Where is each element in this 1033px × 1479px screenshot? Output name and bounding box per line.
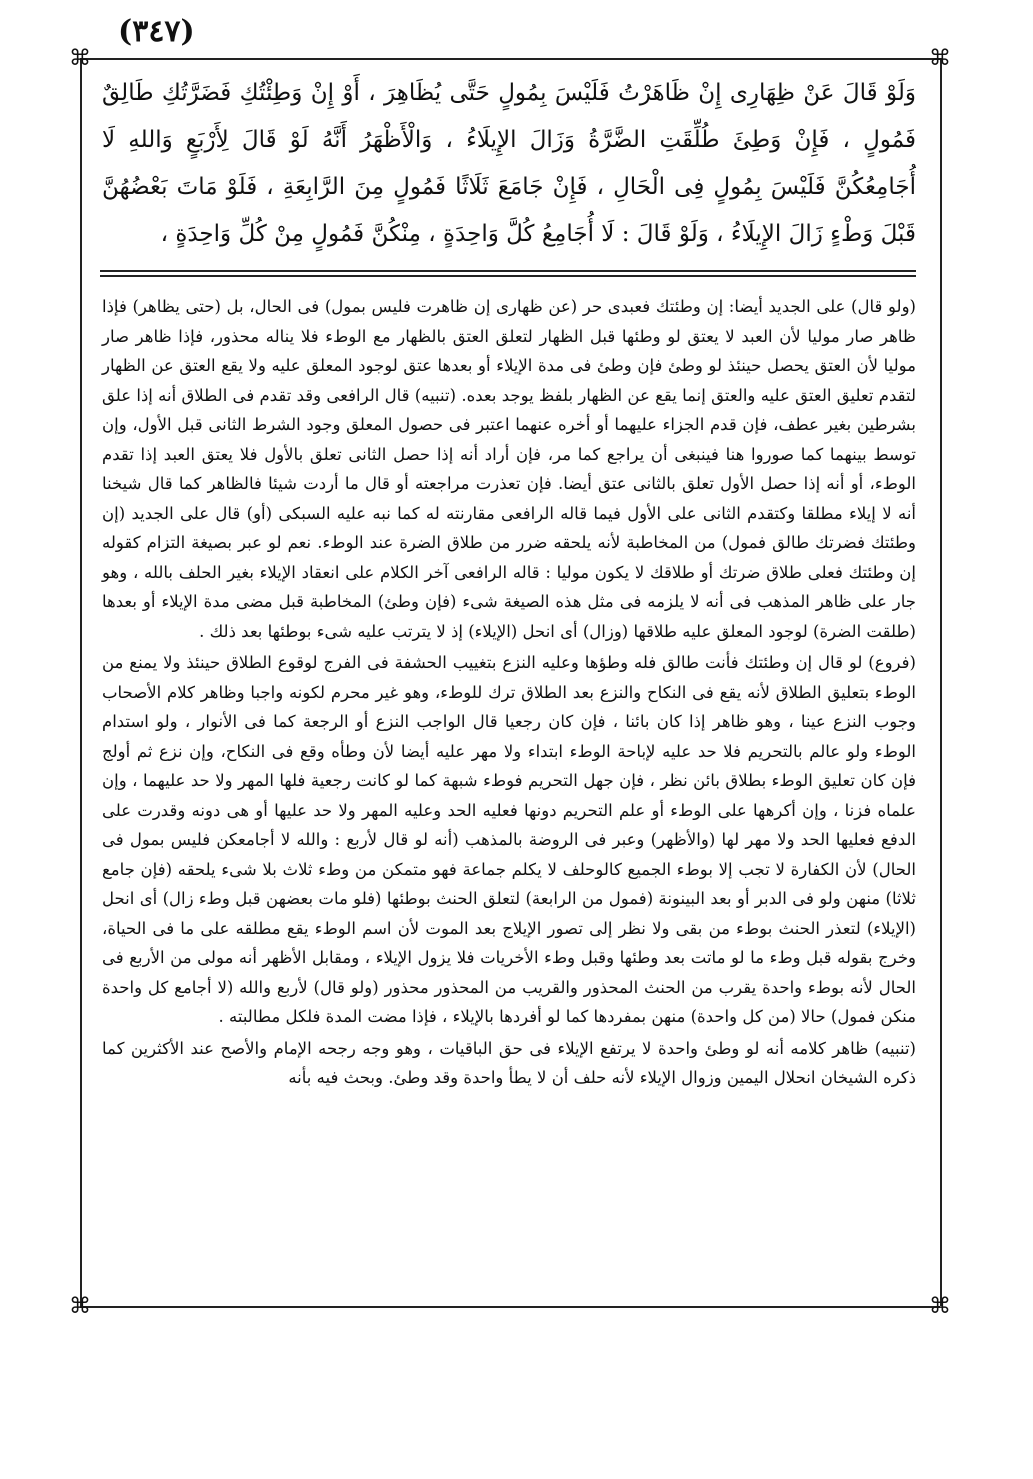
main-text-paragraph: وَلَوْ قَالَ عَنْ ظِهَارِى إِنْ ظَاهَرْتُ فَلَيْسَ بِمُولٍ حَتَّى يُظَاهِرَ ، أَوْ إِنْ وَطِئْتُكِ فَضَرَّتُكِ طَالِقٌ فَمُولٍ ، فَإِنْ وَطِئَ طُلِّقَتِ الضَّرَّةُ وَزَالَ الإِيلَاءُ ، وَالْأَظْهَرُ أَنَّهُ لَوْ قَالَ لِأَرْبَعٍ وَاللهِ لَا أُجَامِعُكُنَّ فَلَيْسَ بِمُولٍ فِى الْحَالِ ، فَإِنْ جَامَعَ ثَلَاثًا فَمُولٍ مِنَ الرَّابِعَةِ ، فَلَوْ مَاتَ بَعْضُهُنَّ قَبْلَ وَطْءٍ زَالَ الإِيلَاءُ ، وَلَوْ قَالَ : لَا أُجَامِعُ كُلَّ وَاحِدَةٍ ، مِنْكُنَّ فَمُولٍ مِنْ كُلِّ وَاحِدَةٍ ، [102,80,916,247]
commentary-text [102,292,916,1095]
top-border [80,58,940,60]
corner-ornament-icon: ⌘ [69,1294,91,1319]
bottom-border [80,1306,940,1308]
corner-ornament-icon: ⌘ [69,46,91,71]
commentary-paragraph: (ولو قال) على الجديد أيضا: إن وطئتك فعبدى حر (عن ظهارى إن ظاهرت فليس بمول) فى الحال، بل (حتى يظاهر) فإذا ظاهر صار موليا لأن العبد لا يعتق لو وطئها قبل الظهار لتعلق العتق بالظهار مع الوطء فلا يناله محذور، فإذا ظاهر صار موليا لأن العتق يحصل حينئذ لو وطئ فإن وطئ فى مدة الإيلاء أو بعدها عتق لوجود المعلق عليه ولا يقع العتق عن الظهار لتقدم تعليق العتق عليه والعتق إنما يقع عن الظهار بلفظ يوجد بعده. (تنبيه) قال الرافعى وقد تقدم فى الطلاق أنه إذا علق بشرطين بغير عطف، فإن قدم الجزاء عليهما أو أخره عنهما اعتبر فى حصول المعلق وجود الشرط الثانى قبل الأول، وإن توسط بينهما كما صوروا هنا فينبغى أن يراجع كما مر، فإن أراد أنه إذا حصل الثانى تعلق بالأول فلا يعتق العبد إذا تقدم الوطء، أو أنه إذا حصل الأول تعلق بالثانى عتق أيضا. فإن تعذرت مراجعته أو قال ما أردت شيئا فالظاهر كما قال شيخنا أنه لا إيلاء مطلقا وكتقدم الثانى على الأول فيما قاله الرافعى مقارنته له كما نبه عليه السبكى (أو) قال على الجديد (إن وطئتك فضرتك طالق فمول) من المخاطبة لأنه يلحقه ضرر من طلاق الضرة عند الوطء. نعم لو عبر بصيغة التزام كقوله إن وطئتك فعلى طلاق ضرتك أو طلاقك لا يكون موليا : قاله الرافعى آخر الكلام على انعقاد الإيلاء بغير الحلف بالله ، وهو جار على ظاهر المذهب فى أنه لا يلزمه فى مثل هذه الصيغة شىء (فإن وطئ) المخاطبة قبل مضى مدة الإيلاء أو بعدها (طلقت الضرة) لوجود المعلق عليه طلاقها (وزال) أى انحل (الإيلاء) إذ لا يترتب عليه شىء بوطئها بعد ذلك . [102,297,916,641]
page-number: (٣٤٧) [118,14,195,49]
main-text [102,70,916,258]
corner-ornament-icon: ⌘ [929,46,951,71]
corner-ornament-icon: ⌘ [929,1294,951,1319]
commentary-paragraph: (فروع) لو قال إن وطئتك فأنت طالق فله وطؤها وعليه النزع بتغييب الحشفة فى الفرج لوقوع الطلاق حينئذ ولا يمنع من الوطء بتعليق الطلاق لأنه يقع فى النكاح والنزع بعد الطلاق ترك للوطء، وهو غير محرم لكونه واجبا وظاهر كلام الأصحاب وجوب النزع عينا ، وهو ظاهر إذا كان بائنا ، فإن كان رجعيا قال الواجب النزع أو الرجعة كما فى الأنوار ، ولو استدام الوطء ولو عالم بالتحريم فلا حد عليه لإباحة الوطء ابتداء ولا مهر عليه أيضا لأن وطأه وقع فى النكاح، وإن نزع ثم أولج فإن كان تعليق الوطء بطلاق بائن نظر ، فإن جهل التحريم فوطء شبهة كما لو كانت رجعية فلها المهر ولا حد عليهما ، وإن علماه فزنا ، وإن أكرهها على الوطء أو علم التحريم دونها فعليه الحد وعليه المهر ولا حد عليها أو هى دونه وقدرت على الدفع فعليها الحد ولا مهر لها (والأظهر) وعبر فى الروضة بالمذهب (أنه لو قال لأربع : والله لا أجامعكن فليس بمول فى الحال) لأن الكفارة لا تجب إلا بوطء الجميع كالوحلف لا يكلم جماعة فهو متمكن من وطء ثلاث بلا شىء يلحقه (فإن جامع ثلاثا) منهن ولو فى الدبر أو بعد البينونة (فمول من الرابعة) لتعلق الحنث بوطئها (فلو مات بعضهن قبل وطء زال) أى انحل (الإيلاء) لتعذر الحنث بوطء من بقى ولا نظر إلى تصور الإيلاج بعد الموت لأن اسم الوطء يقع مطلقه على ما فى الحياة، وخرج بقوله قبل وطء ما لو ماتت بعد وطئها وقبل وطء الأخريات فلا يزول الإيلاء ، ومقابل الأظهر أنه مولى من الأربع فى الحال لأنه بوطء واحدة يقرب من الحنث المحذور والقريب من المحذور محذور (ولو قال) لأربع والله (لا أجامع كل واحدة منكن فمول) حالا (من كل واحدة) منهن بمفردها كما لو أفردها بالإيلاء ، فإذا مضت المدة فلكل مطالبته . [102,653,916,1026]
text-separator-rule [100,270,916,272]
commentary-paragraph: (تنبيه) ظاهر كلامه أنه لو وطئ واحدة لا يرتفع الإيلاء فى حق الباقيات ، وهو وجه رجحه الإمام والأصح عند الأكثرين كما ذكره الشيخان انحلال اليمين وزوال الإيلاء لأنه حلف أن لا يطأ واحدة وقد وطئ. وبحث فيه بأنه [102,1038,916,1087]
text-separator-rule-double [100,275,916,277]
